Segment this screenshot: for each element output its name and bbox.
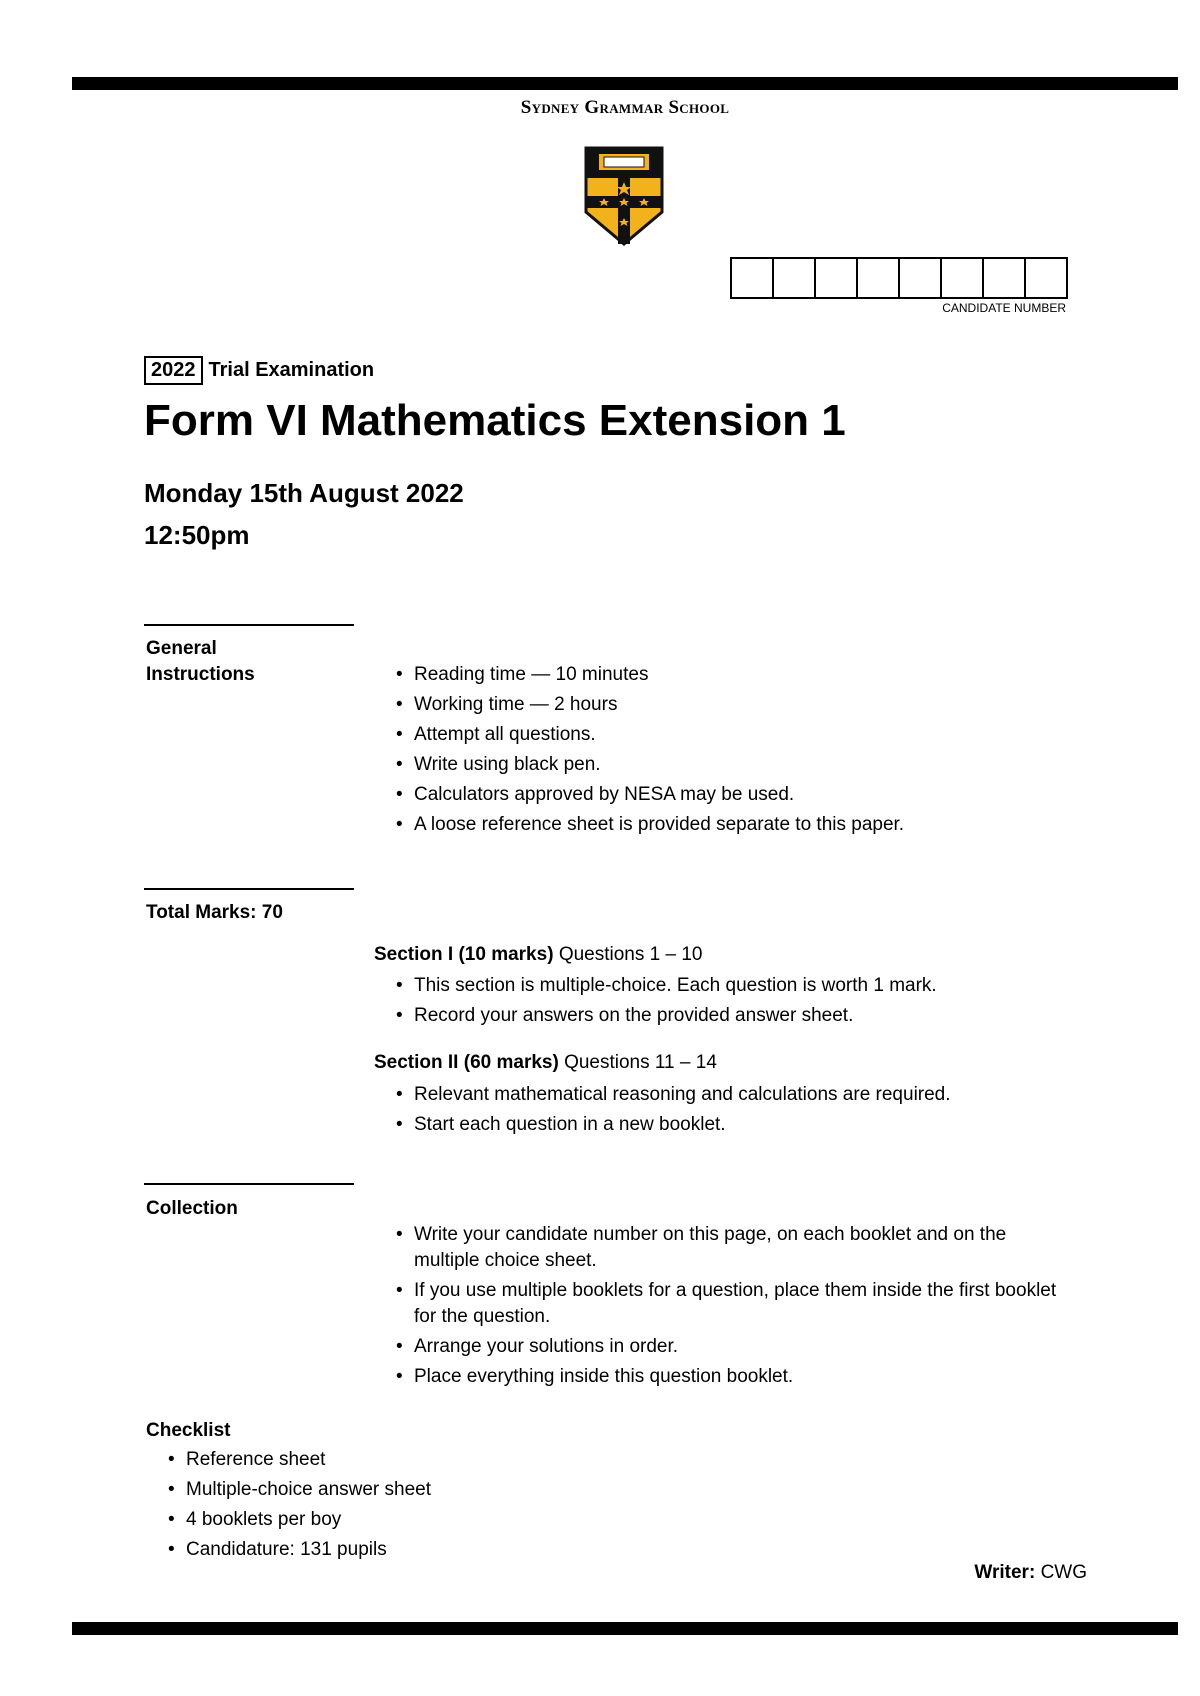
list-item: • Candidature: 131 pupils [162, 1535, 431, 1565]
list-item: • Working time — 2 hours [390, 690, 904, 720]
list-item: • A loose reference sheet is provided separate to this paper. [390, 810, 904, 840]
collection-label: Collection [146, 1198, 238, 1219]
general-instructions-list [390, 660, 904, 840]
list-item: • This section is multiple-choice. Each question is worth 1 mark. [390, 971, 937, 1001]
candidate-digit-box[interactable] [858, 259, 900, 297]
candidate-digit-box[interactable] [942, 259, 984, 297]
list-item: • Place everything inside this question booklet. [390, 1364, 1058, 1390]
section-divider [144, 888, 354, 890]
candidate-digit-box[interactable] [900, 259, 942, 297]
list-item: • 4 booklets per boy [162, 1505, 431, 1535]
exam-title: Form VI Mathematics Extension 1 [144, 396, 846, 445]
checklist-list [162, 1445, 431, 1565]
section-divider [144, 624, 354, 626]
section1-heading: Section I (10 marks) Questions 1 – 10 [374, 944, 703, 965]
candidate-digit-box[interactable] [816, 259, 858, 297]
candidate-digit-box[interactable] [774, 259, 816, 297]
list-item: • Calculators approved by NESA may be used. [390, 780, 904, 810]
top-rule [72, 77, 1178, 90]
collection-list [390, 1222, 1058, 1394]
list-item: • Record your answers on the provided answer sheet. [390, 1001, 937, 1031]
exam-time: 12:50pm [144, 520, 250, 550]
candidate-number-label: CANDIDATE NUMBER [942, 301, 1066, 315]
exam-type-line [144, 356, 374, 385]
section-divider [144, 1183, 354, 1185]
exam-date: Monday 15th August 2022 [144, 478, 464, 508]
bottom-rule [72, 1622, 1178, 1635]
list-item: • Start each question in a new booklet. [390, 1110, 951, 1140]
list-item: • If you use multiple booklets for a question, place them inside the first booklet for the question. [390, 1278, 1058, 1330]
school-crest-logo [584, 146, 664, 246]
section2-list [390, 1080, 951, 1140]
writer-credit: Writer: CWG [974, 1562, 1087, 1583]
list-item: • Arrange your solutions in order. [390, 1334, 1058, 1360]
candidate-digit-box[interactable] [984, 259, 1026, 297]
list-item: • Attempt all questions. [390, 720, 904, 750]
exam-type: Trial Examination [208, 359, 375, 381]
list-item: • Relevant mathematical reasoning and calculations are required. [390, 1080, 951, 1110]
school-name: Sydney Grammar School [520, 97, 730, 118]
candidate-number-boxes[interactable] [730, 257, 1068, 299]
candidate-digit-box[interactable] [732, 259, 774, 297]
total-marks: Total Marks: 70 [146, 902, 283, 923]
list-item: • Reference sheet [162, 1445, 431, 1475]
list-item: • Reading time — 10 minutes [390, 660, 904, 690]
section2-heading: Section II (60 marks) Questions 11 – 14 [374, 1052, 717, 1073]
list-item: • Write using black pen. [390, 750, 904, 780]
general-instructions-label: General Instructions [146, 638, 255, 685]
candidate-digit-box[interactable] [1026, 259, 1066, 297]
exam-year: 2022 [144, 356, 203, 385]
list-item: • Multiple-choice answer sheet [162, 1475, 431, 1505]
list-item: • Write your candidate number on this page, on each booklet and on the multiple choice sheet. [390, 1222, 1058, 1274]
section1-list [390, 971, 937, 1031]
checklist-label: Checklist [146, 1420, 231, 1441]
